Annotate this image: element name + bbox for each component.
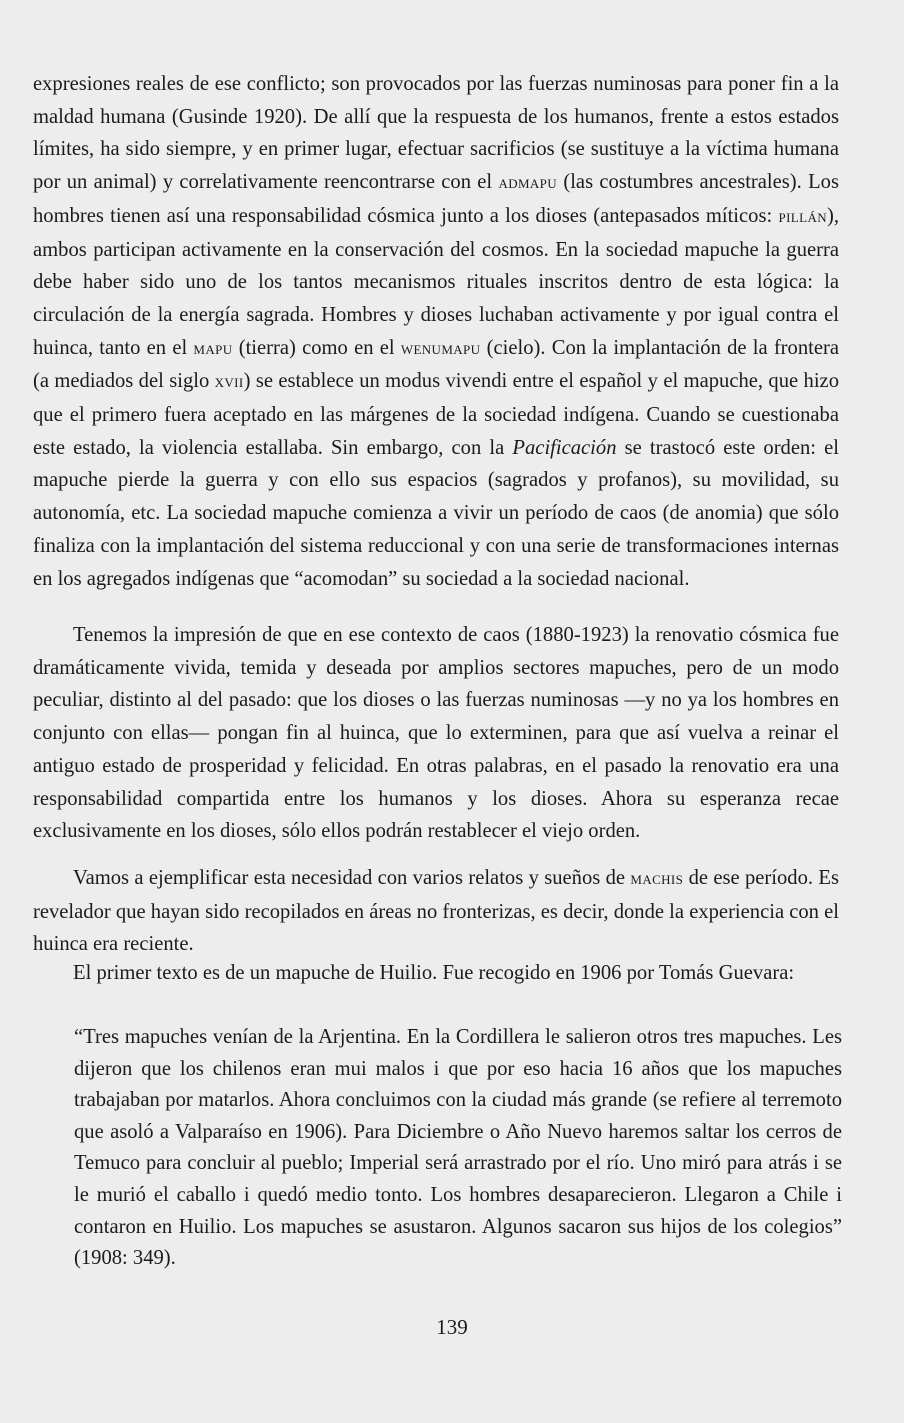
paragraph-2 (33, 619, 839, 848)
small-caps-term: xvii (214, 371, 244, 393)
small-caps-term: mapu (193, 337, 233, 359)
small-caps-term: admapu (498, 172, 558, 194)
text-run: Vamos a ejemplificar esta necesidad con varios relatos y sueños de (73, 867, 631, 889)
text-run: (cielo). Con la implantación de la frontera (a mediados del siglo (33, 336, 839, 393)
text-run: de ese período. Es revelador que hayan sido recopilados en áreas no fronterizas, es decir, donde la experiencia con el huinca era reciente. (33, 867, 839, 956)
paragraph-4 (33, 958, 839, 989)
text-run: expresiones reales de ese conflicto; son provocados por las fuerzas numinosas para poner fin a la maldad humana (Gusinde 1920). De allí que la respuesta de los humanos, frente a estos estados límites, ha sido siempre, y en primer lugar, efectuar sacrificios (se sustituye a la víctima humana por un animal) y correlativamente reencontrarse con el (33, 73, 839, 194)
text-run: se trastocó este orden: el mapuche pierde la guerra y con ello sus espacios (sagrados y profanos), su movilidad, su autonomía, etc. La sociedad mapuche comienza a vivir un período de caos (de anomia) que sólo finaliza con la implantación del sistema reduccional y con una serie de transformaciones internas en los agregados indígenas que “acomodan” su sociedad a la sociedad nacional. (33, 436, 840, 590)
block-quote: “Tres mapuches venían de la Arjentina. En la Cordillera le salieron otros tres mapuches. Les dijeron que los chilenos eran mui malos i que por eso hacia 16 años que los mapuches trabajaban por matarlos. Ahora concluimos con la ciudad más grande (se refiere al terremoto que asoló a Valparaíso en 1906). Para Diciembre o Año Nuevo haremos saltar los cerros de Temuco para concluir al pueblo; Imperial será arrastrado por el río. Uno miró para atrás i se le murió el caballo i quedó medio tonto. Los hombres desaparecieron. Llegaron a Chile i contaron en Huilio. Los mapuches se asustaron. Algunos sacaron sus hijos de los colegios” (1908: 349). (74, 1026, 842, 1270)
page-number: 139 (436, 1315, 468, 1339)
italic-term: Pacificación (512, 436, 617, 459)
text-run: (las costumbres ancestrales). Los hombres tienen así una responsabilidad cósmica junto a los dioses (antepasados míticos: (33, 171, 839, 227)
text-run: ) se establece un modus vivendi entre el español y el mapuche, que hizo que el primero fuera aceptado en las márgenes de la sociedad indígena. Cuando se cuestionaba este estado, la violencia estallaba. Sin embargo, con la (33, 370, 839, 459)
small-caps-term: machis (630, 868, 684, 889)
paragraph-3 (33, 862, 839, 961)
text-run: Tenemos la impresión de que en ese contexto de caos (1880-1923) la renovatio cósmica fue dramáticamente vivida, temida y deseada por amplios sectores mapuches, pero de un modo peculiar, distinto al del pasado: que los dioses o las fuerzas numinosas —y no ya los hombres en conjunto con ellas— pongan fin al huinca, que lo exterminen, para que así vuelva a reinar el antiguo estado de prosperidad y felicidad. En otras palabras, en el pasado la renovatio era una responsabilidad compartida entre los humanos y los dioses. Ahora su esperanza recae exclusivamente en los dioses, sólo ellos podrán restablecer el viejo orden. (33, 624, 839, 843)
text-run: (tierra) como en el (232, 336, 401, 359)
text-run: ), ambos participan activamente en la conservación del cosmos. En la sociedad mapuche la guerra debe haber sido uno de los tantos mecanismos rituales inscritos dentro de esta lógica: la circulación de la energía sagrada. Hombres y dioses luchaban activamente y por igual contra el huinca, tanto en el (33, 204, 839, 359)
text-run: El primer texto es de un mapuche de Huilio. Fue recogido en 1906 por Tomás Guevara: (73, 962, 795, 984)
small-caps-term: wenumapu (400, 337, 481, 359)
paragraph-1 (33, 68, 839, 595)
small-caps-term: pillán (778, 205, 827, 227)
